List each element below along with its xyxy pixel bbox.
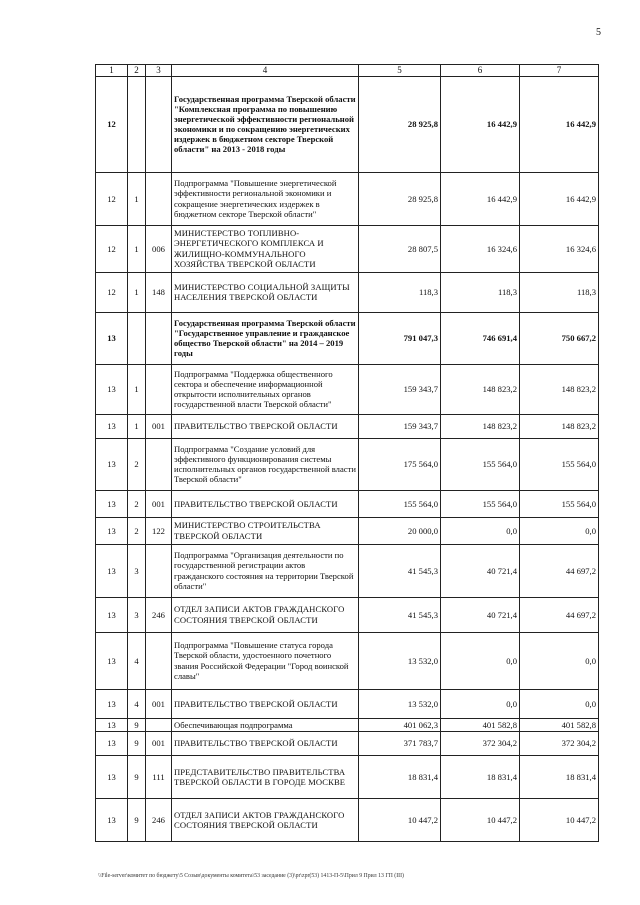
table-row <box>96 490 599 517</box>
cell-value-col7: 118,3 <box>520 272 599 312</box>
cell-value-col7: 155 564,0 <box>520 438 599 490</box>
cell-department-code <box>146 438 172 490</box>
cell-subprogram-code: 3 <box>128 544 146 597</box>
cell-value-col5: 175 564,0 <box>359 438 441 490</box>
cell-value-col6: 746 691,4 <box>441 312 520 364</box>
cell-department-code: 246 <box>146 597 172 632</box>
table-row <box>96 312 599 364</box>
cell-program-code: 13 <box>96 364 128 414</box>
cell-value-col5: 10 447,2 <box>359 798 441 841</box>
table-row <box>96 225 599 272</box>
cell-name: ОТДЕЛ ЗАПИСИ АКТОВ ГРАЖДАНСКОГО СОСТОЯНИЯ ТВЕРСКОЙ ОБЛАСТИ <box>172 597 359 632</box>
cell-value-col5: 401 062,3 <box>359 718 441 731</box>
cell-value-col5: 13 532,0 <box>359 689 441 718</box>
cell-subprogram-code <box>128 312 146 364</box>
cell-value-col5: 155 564,0 <box>359 490 441 517</box>
cell-department-code: 006 <box>146 225 172 272</box>
table-row <box>96 364 599 414</box>
cell-subprogram-code: 1 <box>128 414 146 438</box>
cell-program-code: 13 <box>96 517 128 544</box>
cell-value-col5: 13 532,0 <box>359 632 441 689</box>
cell-value-col7: 10 447,2 <box>520 798 599 841</box>
cell-department-code: 001 <box>146 490 172 517</box>
cell-subprogram-code: 4 <box>128 632 146 689</box>
cell-department-code <box>146 172 172 225</box>
column-header-5: 5 <box>359 65 441 77</box>
cell-program-code: 13 <box>96 718 128 731</box>
cell-value-col6: 16 442,9 <box>441 76 520 172</box>
cell-name: Подпрограмма "Организация деятельности по государственной регистрации актов гражданского состояния на территории Тверской области" <box>172 544 359 597</box>
cell-value-col6: 148 823,2 <box>441 364 520 414</box>
cell-program-code: 12 <box>96 272 128 312</box>
cell-subprogram-code: 1 <box>128 364 146 414</box>
cell-value-col7: 0,0 <box>520 632 599 689</box>
cell-value-col6: 401 582,8 <box>441 718 520 731</box>
cell-name: Подпрограмма "Повышение энергетической эффективности региональной экономики и сокращение энергетических издержек в бюджетном секторе Тверской области" <box>172 172 359 225</box>
cell-program-code: 13 <box>96 689 128 718</box>
cell-subprogram-code: 9 <box>128 731 146 755</box>
cell-value-col5: 20 000,0 <box>359 517 441 544</box>
cell-name: МИНИСТЕРСТВО ТОПЛИВНО-ЭНЕРГЕТИЧЕСКОГО КОМПЛЕКСА И ЖИЛИЩНО-КОММУНАЛЬНОГО ХОЗЯЙСТВА ТВЕРСКОЙ ОБЛАСТИ <box>172 225 359 272</box>
table-row <box>96 414 599 438</box>
cell-department-code: 122 <box>146 517 172 544</box>
cell-department-code: 001 <box>146 414 172 438</box>
cell-value-col6: 10 447,2 <box>441 798 520 841</box>
cell-value-col5: 41 545,3 <box>359 544 441 597</box>
cell-program-code: 13 <box>96 414 128 438</box>
cell-value-col6: 148 823,2 <box>441 414 520 438</box>
table-row <box>96 731 599 755</box>
cell-value-col6: 118,3 <box>441 272 520 312</box>
cell-department-code: 001 <box>146 689 172 718</box>
cell-value-col5: 28 807,5 <box>359 225 441 272</box>
cell-subprogram-code: 2 <box>128 490 146 517</box>
cell-value-col6: 40 721,4 <box>441 544 520 597</box>
cell-subprogram-code: 9 <box>128 755 146 798</box>
cell-value-col7: 148 823,2 <box>520 414 599 438</box>
cell-department-code <box>146 312 172 364</box>
cell-subprogram-code: 1 <box>128 272 146 312</box>
cell-department-code: 148 <box>146 272 172 312</box>
cell-name: ПРАВИТЕЛЬСТВО ТВЕРСКОЙ ОБЛАСТИ <box>172 689 359 718</box>
cell-program-code: 12 <box>96 76 128 172</box>
cell-subprogram-code: 2 <box>128 517 146 544</box>
table-row <box>96 76 599 172</box>
column-header-3: 3 <box>146 65 172 77</box>
cell-value-col7: 148 823,2 <box>520 364 599 414</box>
column-header-7: 7 <box>520 65 599 77</box>
cell-value-col7: 16 324,6 <box>520 225 599 272</box>
cell-program-code: 13 <box>96 755 128 798</box>
cell-value-col5: 371 783,7 <box>359 731 441 755</box>
cell-department-code <box>146 76 172 172</box>
budget-table <box>95 64 599 842</box>
cell-program-code: 13 <box>96 632 128 689</box>
table-row <box>96 544 599 597</box>
cell-program-code: 13 <box>96 798 128 841</box>
cell-value-col6: 16 324,6 <box>441 225 520 272</box>
cell-name: ПРЕДСТАВИТЕЛЬСТВО ПРАВИТЕЛЬСТВА ТВЕРСКОЙ ОБЛАСТИ В ГОРОДЕ МОСКВЕ <box>172 755 359 798</box>
cell-value-col7: 44 697,2 <box>520 597 599 632</box>
column-header-1: 1 <box>96 65 128 77</box>
cell-name: Подпрограмма "Поддержка общественного сектора и обеспечение информационной открытости исполнительных органов государственной власти Тверской области" <box>172 364 359 414</box>
column-header-2: 2 <box>128 65 146 77</box>
column-header-6: 6 <box>441 65 520 77</box>
cell-program-code: 12 <box>96 172 128 225</box>
cell-value-col6: 155 564,0 <box>441 438 520 490</box>
table-row <box>96 517 599 544</box>
cell-value-col6: 18 831,4 <box>441 755 520 798</box>
cell-value-col7: 16 442,9 <box>520 76 599 172</box>
table-row <box>96 755 599 798</box>
cell-name: ПРАВИТЕЛЬСТВО ТВЕРСКОЙ ОБЛАСТИ <box>172 731 359 755</box>
cell-subprogram-code: 9 <box>128 718 146 731</box>
table-row <box>96 632 599 689</box>
cell-name: ПРАВИТЕЛЬСТВО ТВЕРСКОЙ ОБЛАСТИ <box>172 490 359 517</box>
cell-program-code: 13 <box>96 438 128 490</box>
cell-value-col5: 28 925,8 <box>359 76 441 172</box>
cell-name: Государственная программа Тверской области "Комплексная программа по повышению энергетической эффективности региональной экономики и по сокращению энергетических издержек в бюджетном секторе Тверской области" на 2013 - 2018 годы <box>172 76 359 172</box>
table-row <box>96 172 599 225</box>
cell-value-col5: 791 047,3 <box>359 312 441 364</box>
cell-value-col7: 18 831,4 <box>520 755 599 798</box>
cell-department-code: 111 <box>146 755 172 798</box>
cell-department-code: 001 <box>146 731 172 755</box>
cell-program-code: 13 <box>96 544 128 597</box>
table-row <box>96 272 599 312</box>
cell-value-col7: 0,0 <box>520 689 599 718</box>
cell-subprogram-code: 2 <box>128 438 146 490</box>
cell-value-col5: 159 343,7 <box>359 364 441 414</box>
cell-value-col6: 0,0 <box>441 689 520 718</box>
cell-value-col5: 18 831,4 <box>359 755 441 798</box>
cell-value-col6: 40 721,4 <box>441 597 520 632</box>
table-row <box>96 689 599 718</box>
cell-program-code: 13 <box>96 597 128 632</box>
cell-value-col5: 28 925,8 <box>359 172 441 225</box>
table-row <box>96 798 599 841</box>
cell-program-code: 12 <box>96 225 128 272</box>
cell-name: МИНИСТЕРСТВО СОЦИАЛЬНОЙ ЗАЩИТЫ НАСЕЛЕНИЯ ТВЕРСКОЙ ОБЛАСТИ <box>172 272 359 312</box>
cell-department-code <box>146 364 172 414</box>
cell-name: ПРАВИТЕЛЬСТВО ТВЕРСКОЙ ОБЛАСТИ <box>172 414 359 438</box>
table-row <box>96 597 599 632</box>
table-row <box>96 438 599 490</box>
cell-program-code: 13 <box>96 490 128 517</box>
cell-value-col7: 750 667,2 <box>520 312 599 364</box>
cell-department-code: 246 <box>146 798 172 841</box>
cell-value-col6: 372 304,2 <box>441 731 520 755</box>
cell-value-col6: 0,0 <box>441 517 520 544</box>
cell-value-col7: 401 582,8 <box>520 718 599 731</box>
cell-department-code <box>146 544 172 597</box>
cell-subprogram-code: 3 <box>128 597 146 632</box>
cell-program-code: 13 <box>96 312 128 364</box>
cell-subprogram-code: 4 <box>128 689 146 718</box>
cell-name: Обеспечивающая подпрограмма <box>172 718 359 731</box>
cell-subprogram-code: 1 <box>128 172 146 225</box>
cell-subprogram-code: 9 <box>128 798 146 841</box>
column-header-4: 4 <box>172 65 359 77</box>
cell-name: Подпрограмма "Создание условий для эффективного функционирования системы исполнительных органов государственной власти Тверской области" <box>172 438 359 490</box>
table-header-row <box>96 65 599 77</box>
footer-file-path: \\File-server\комитет по бюджету\5 Созыв\документы комитета\53 заседание (3)\pr\zpr(53) 1413-П-5\Прил 9 Прил 13 ГП (ІІІ) <box>98 873 404 879</box>
cell-name: Государственная программа Тверской области "Государственное управление и гражданское общество Тверской области" на 2014 – 2019 годы <box>172 312 359 364</box>
cell-value-col7: 16 442,9 <box>520 172 599 225</box>
cell-value-col7: 44 697,2 <box>520 544 599 597</box>
cell-value-col5: 118,3 <box>359 272 441 312</box>
cell-value-col7: 372 304,2 <box>520 731 599 755</box>
cell-program-code: 13 <box>96 731 128 755</box>
cell-value-col6: 0,0 <box>441 632 520 689</box>
cell-department-code <box>146 718 172 731</box>
cell-value-col5: 159 343,7 <box>359 414 441 438</box>
cell-value-col5: 41 545,3 <box>359 597 441 632</box>
cell-name: Подпрограмма "Повышение статуса города Тверской области, удостоенного почетного звания Российской Федерации "Город воинской славы" <box>172 632 359 689</box>
cell-value-col7: 155 564,0 <box>520 490 599 517</box>
page-number: 5 <box>596 27 601 38</box>
cell-subprogram-code <box>128 76 146 172</box>
cell-department-code <box>146 632 172 689</box>
cell-value-col6: 16 442,9 <box>441 172 520 225</box>
cell-name: МИНИСТЕРСТВО СТРОИТЕЛЬСТВА ТВЕРСКОЙ ОБЛАСТИ <box>172 517 359 544</box>
cell-name: ОТДЕЛ ЗАПИСИ АКТОВ ГРАЖДАНСКОГО СОСТОЯНИЯ ТВЕРСКОЙ ОБЛАСТИ <box>172 798 359 841</box>
cell-value-col7: 0,0 <box>520 517 599 544</box>
cell-value-col6: 155 564,0 <box>441 490 520 517</box>
cell-subprogram-code: 1 <box>128 225 146 272</box>
table-row <box>96 718 599 731</box>
